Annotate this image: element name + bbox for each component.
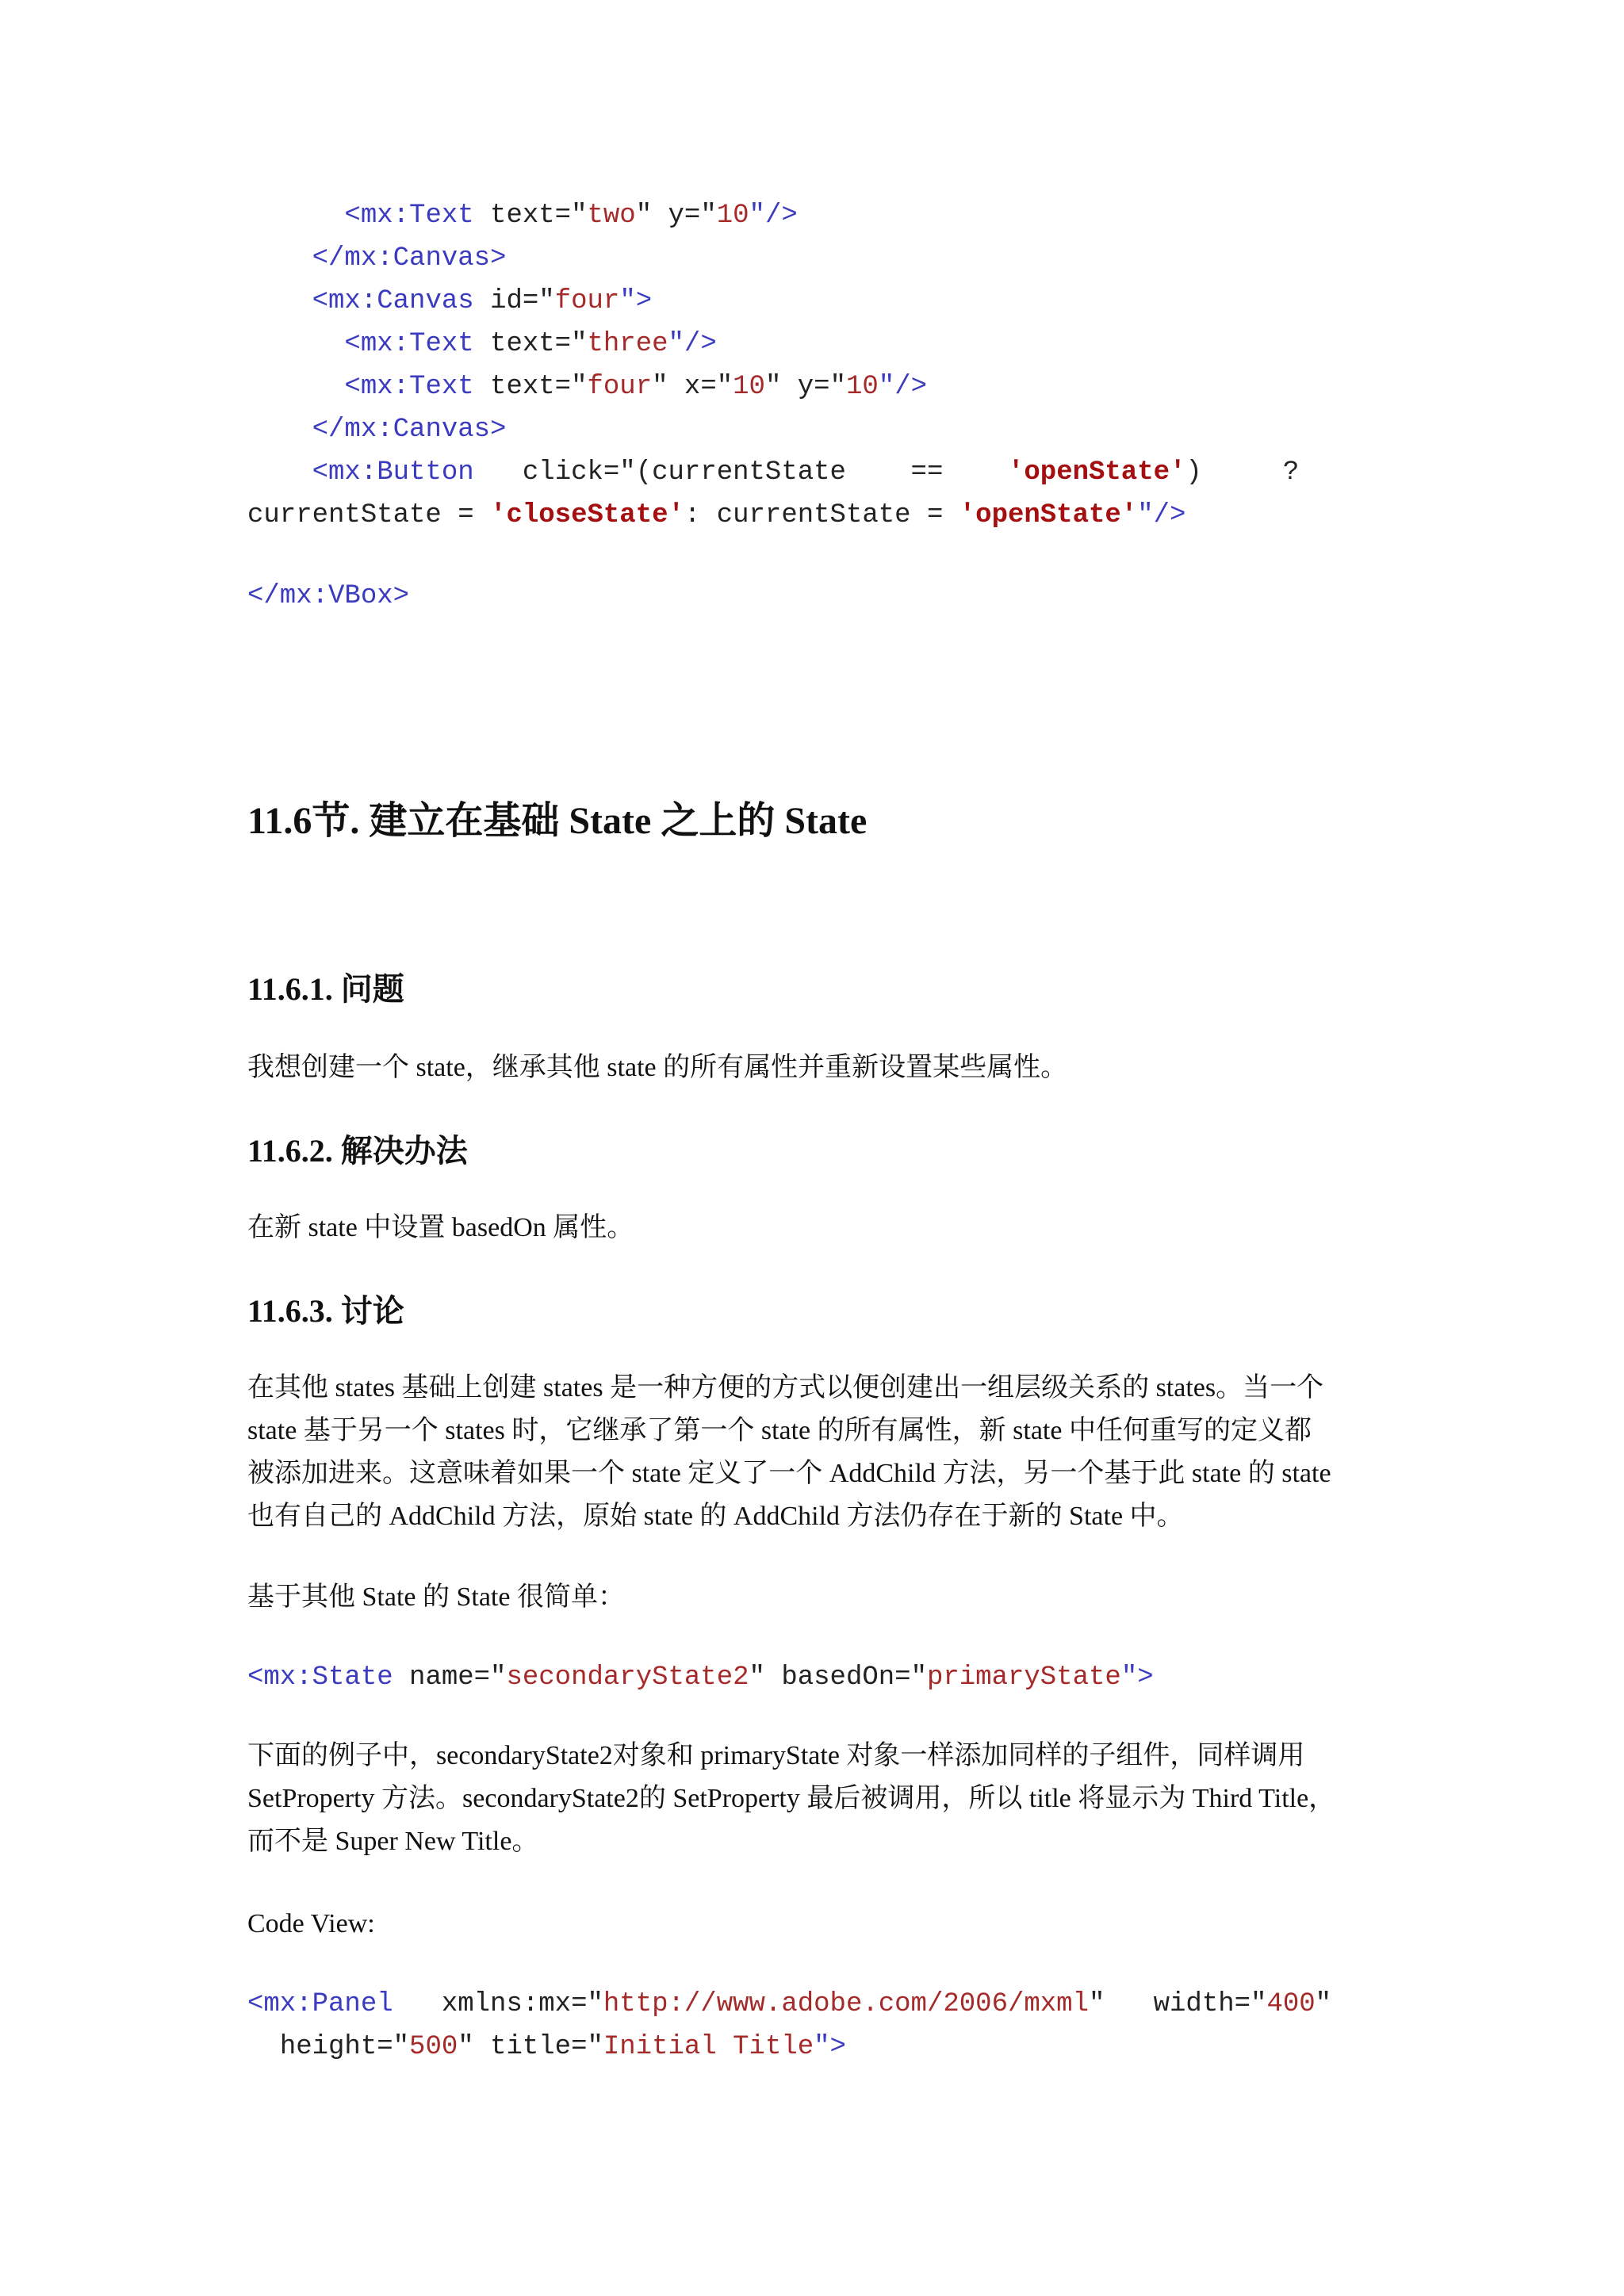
subsection-heading: 11.6.3. 讨论 (247, 1293, 404, 1329)
code-line: <mx:Text text="three"/> (344, 329, 717, 359)
paragraph-line: state 基于另一个 states 时，它继承了第一个 state 的所有属性，新 state 中任何重写的定义都 (247, 1416, 1312, 1445)
code-line: </mx:VBox> (247, 581, 410, 611)
code-line: <mx:Text text="two" y="10"/> (344, 201, 798, 231)
code-line: <mx:Button click="(currentState == 'openState') ? (312, 457, 1300, 488)
code-line: <mx:Panel xmlns:mx="http://www.adobe.com/2006/mxml" width="400" (247, 1989, 1332, 2019)
code-line: height="500" title="Initial Title"> (279, 2032, 846, 2062)
subsection-heading: 11.6.1. 问题 (247, 971, 404, 1007)
paragraph-line: 被添加进来。这意味着如果一个 state 定义了一个 AddChild 方法，另一个基于此 state 的 state (247, 1459, 1331, 1488)
paragraph: Code View: (247, 1909, 375, 1938)
subsection-heading: 11.6.2. 解决办法 (247, 1133, 468, 1169)
code-line: currentState = 'closeState': currentState = 'openState'"/> (247, 500, 1186, 530)
code-line: </mx:Canvas> (312, 243, 507, 274)
code-line: <mx:Text text="four" x="10" y="10"/> (344, 372, 928, 402)
paragraph-line: 在其他 states 基础上创建 states 是一种方便的方式以便创建出一组层级关系的 states。当一个 (247, 1373, 1324, 1402)
paragraph-line: 下面的例子中，secondaryState2对象和 primaryState 对象一样添加同样的子组件，同样调用 (247, 1741, 1305, 1770)
code-line: <mx:Canvas id="four"> (312, 286, 653, 316)
paragraph: 我想创建一个 state，继承其他 state 的所有属性并重新设置某些属性。 (247, 1053, 1068, 1082)
paragraph: 在新 state 中设置 basedOn 属性。 (247, 1213, 634, 1242)
paragraph-line: 而不是 Super New Title。 (247, 1827, 539, 1856)
paragraph (247, 1367, 1381, 1538)
paragraph: 基于其他 State 的 State 很简单： (247, 1582, 625, 1612)
code-line: </mx:Canvas> (312, 415, 507, 445)
section-title: 11.6节. 建立在基础 State 之上的 State (247, 800, 868, 842)
paragraph-line: SetProperty 方法。secondaryState2的 SetProperty 最后被调用，所以 title 将显示为 Third Title， (247, 1784, 1336, 1813)
paragraph (247, 1735, 1381, 1863)
paragraph-line: 也有自己的 AddChild 方法，原始 state 的 AddChild 方法仍存在于新的 State 中。 (247, 1502, 1184, 1531)
code-line: <mx:State name="secondaryState2" basedOn="primaryState"> (247, 1663, 1154, 1693)
